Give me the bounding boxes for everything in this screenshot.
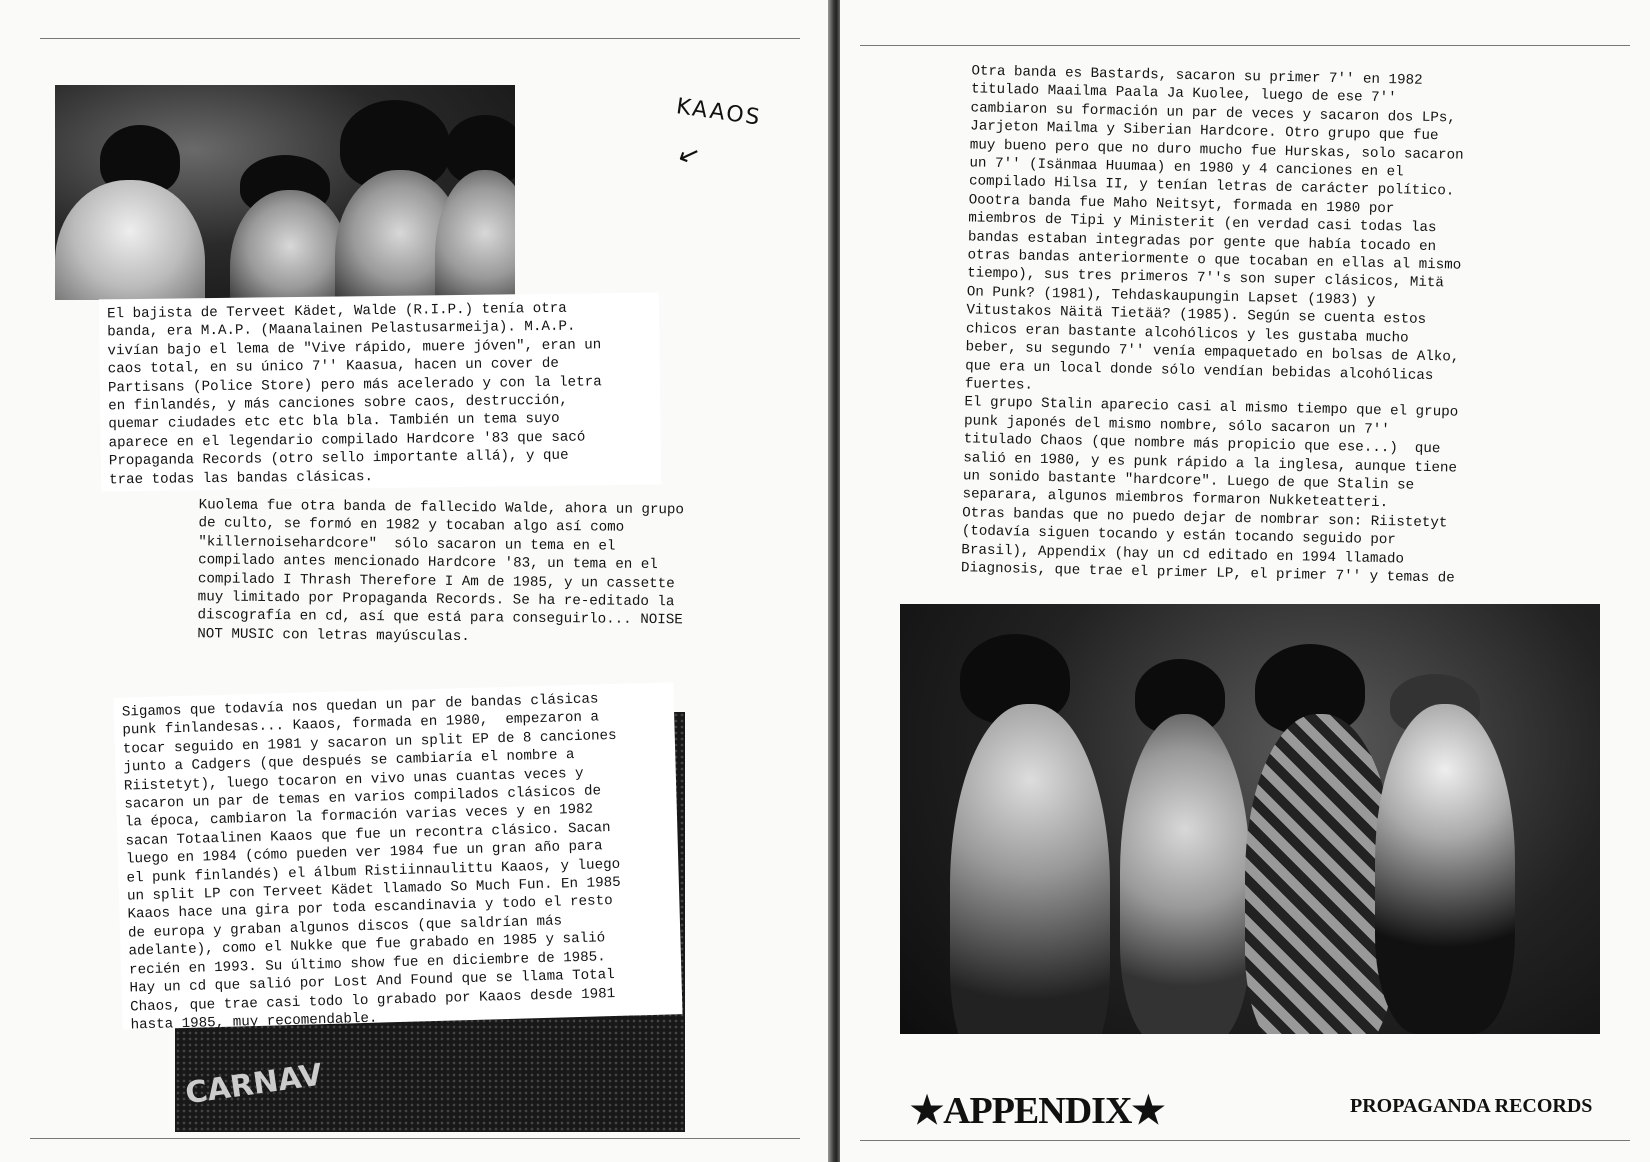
poster-fragment-text: CARNAV [183, 1057, 325, 1112]
propaganda-records-label: PROPAGANDA RECORDS [1350, 1095, 1593, 1117]
arrow-icon: ↙ [673, 137, 705, 173]
kaaos-paragraph: Sigamos que todavía nos quedan un par de bandas clásicas punk finlandesas... Kaaos, formada en 1980, empezaron a tocar seguido en 1981 y sacaron un split EP de 8 canciones junto a Cadgers (que después se cambiaría el nombre a Riistetyt), luego tocaron en vivo unas cuantas veces y sacaron un par de temas en varios compilados clásicos de la época, cambiaron la formación varias veces y en 1982 sacan Totaalinen Kaaos que fue un recontra clásico. Sacan luego en 1984 (cómo pueden ver 1984 fue un gran año para el punk finlandés) el álbum Ristiinnaulittu Kaaos, y luego un split LP con Terveet Kädet llamado So Much Fun. En 1985 Kaaos hace una gira por toda escandinavia y todo el resto de europa y graban algunos discos (que saldrían más adelante), como el Nukke que fue grabado en 1985 y salió recién en 1993. Su último show fue en diciembre de 1985. Hay un cd que salió por Lost And Found que se llama Total Chaos, que trae casi todo lo grabado por Kaaos desde 1981 hasta 1985, muy recomendable. [113, 682, 682, 1030]
right-page [840, 0, 1650, 1162]
top-rule [40, 38, 800, 39]
bottom-rule-right [860, 1140, 1630, 1141]
top-rule-right [860, 45, 1630, 46]
photo-caption-bar [900, 1034, 1600, 1084]
map-paragraph: El bajista de Terveet Kädet, Walde (R.I.P.) tenía otra banda, era M.A.P. (Maanalainen Pelastusarmeija). M.A.P. vivían bajo el lema de "Vive rápido, muere jóven", eran un caos total, en su único 7'' Kaasua, hacen un cover de Partisans (Police Store) pero más acelerado y con la letra en finlandés, y más canciones sobre caos, destrucción, quemar ciudades etc etc bla bla. También un tema suyo aparece en el legendario compilado Hardcore '83 que sacó Propaganda Records (otro sello importante allá), y que trae todas las bandas clásicas. [99, 293, 661, 492]
appendix-band-photo [900, 604, 1600, 1084]
kaaos-handwritten-label: KAAOS [674, 94, 763, 131]
kuolema-paragraph: Kuolema fue otra banda de fallecido Walde, ahora un grupo de culto, se formó en 1982 y tocaban algo así como "killernoisehardcore" sólo sacaron un tema en el compilado antes mencionado Hardcore '83, un tema en el compilado I Thrash Therefore I Am de 1985, y un cassette muy limitado por Propaganda Records. Se ha re-editado la discografía en cd, así que está para conseguirlo... NOISE NOT MUSIC con letras mayúsculas. [197, 497, 685, 645]
kaaos-band-photo [55, 85, 515, 300]
bands-paragraph: Otra banda es Bastards, sacaron su primer 7'' en 1982 titulado Maailma Paala Ja Kuolee, luego de ese 7'' cambiaron su formación un par de veces y sacaron dos LPs, Jarjeton Mailma y Siberian Hardcore. Otro grupo que fue muy bueno pero que no duro mucho fue Hurskas, solo sacaron un 7'' (Isänmaa Huumaa) en 1980 y 4 canciones en el compilado Hilsa II, y tenían letras de carácter político. Oootra banda fue Maho Neitsyt, formada en 1980 por miembros de Tipi y Ministerit (en verdad casi todas las bandas estaban integradas por gente que había tocado en otras bandas anteriormente o que tocaban en ellas al mismo tiempo), sus tres primeros 7''s son super clásicos, Mitä On Punk? (1981), Tehdaskaupungin Lapset (1983) y Vitustakos Näitä Tietää? (1985). Según se cuenta estos chicos eran bastante alcohólicos y les gustaba mucho beber, su segundo 7'' venía empaquetado en bolsas de Alko, que era un local donde sólo vendían bebidas alcohólicas fuertes. El grupo Stalin aparecio casi al mismo tiempo que el grupo punk japonés del mismo nombre, sólo sacaron un 7'' titulado Chaos (que nombre más propicio que ese...) que salió en 1980, y es punk rápido a la inglesa, aunque tiene un sonido bastante "hardcore". Luego de que Stalin se separara, algunos miembros formaron Nukketeatteri. Otras bandas que no puedo dejar de nombrar son: Riistetyt (todavía siguen tocando y están tocando seguido por Brasil), Appendix (hay un cd editado en 1994 llamado Diagnosis, que trae el primer LP, el primer 7'' y temas de [960, 63, 1464, 587]
appendix-caption: ★APPENDIX★ [910, 1090, 1165, 1132]
bottom-rule [30, 1138, 800, 1139]
